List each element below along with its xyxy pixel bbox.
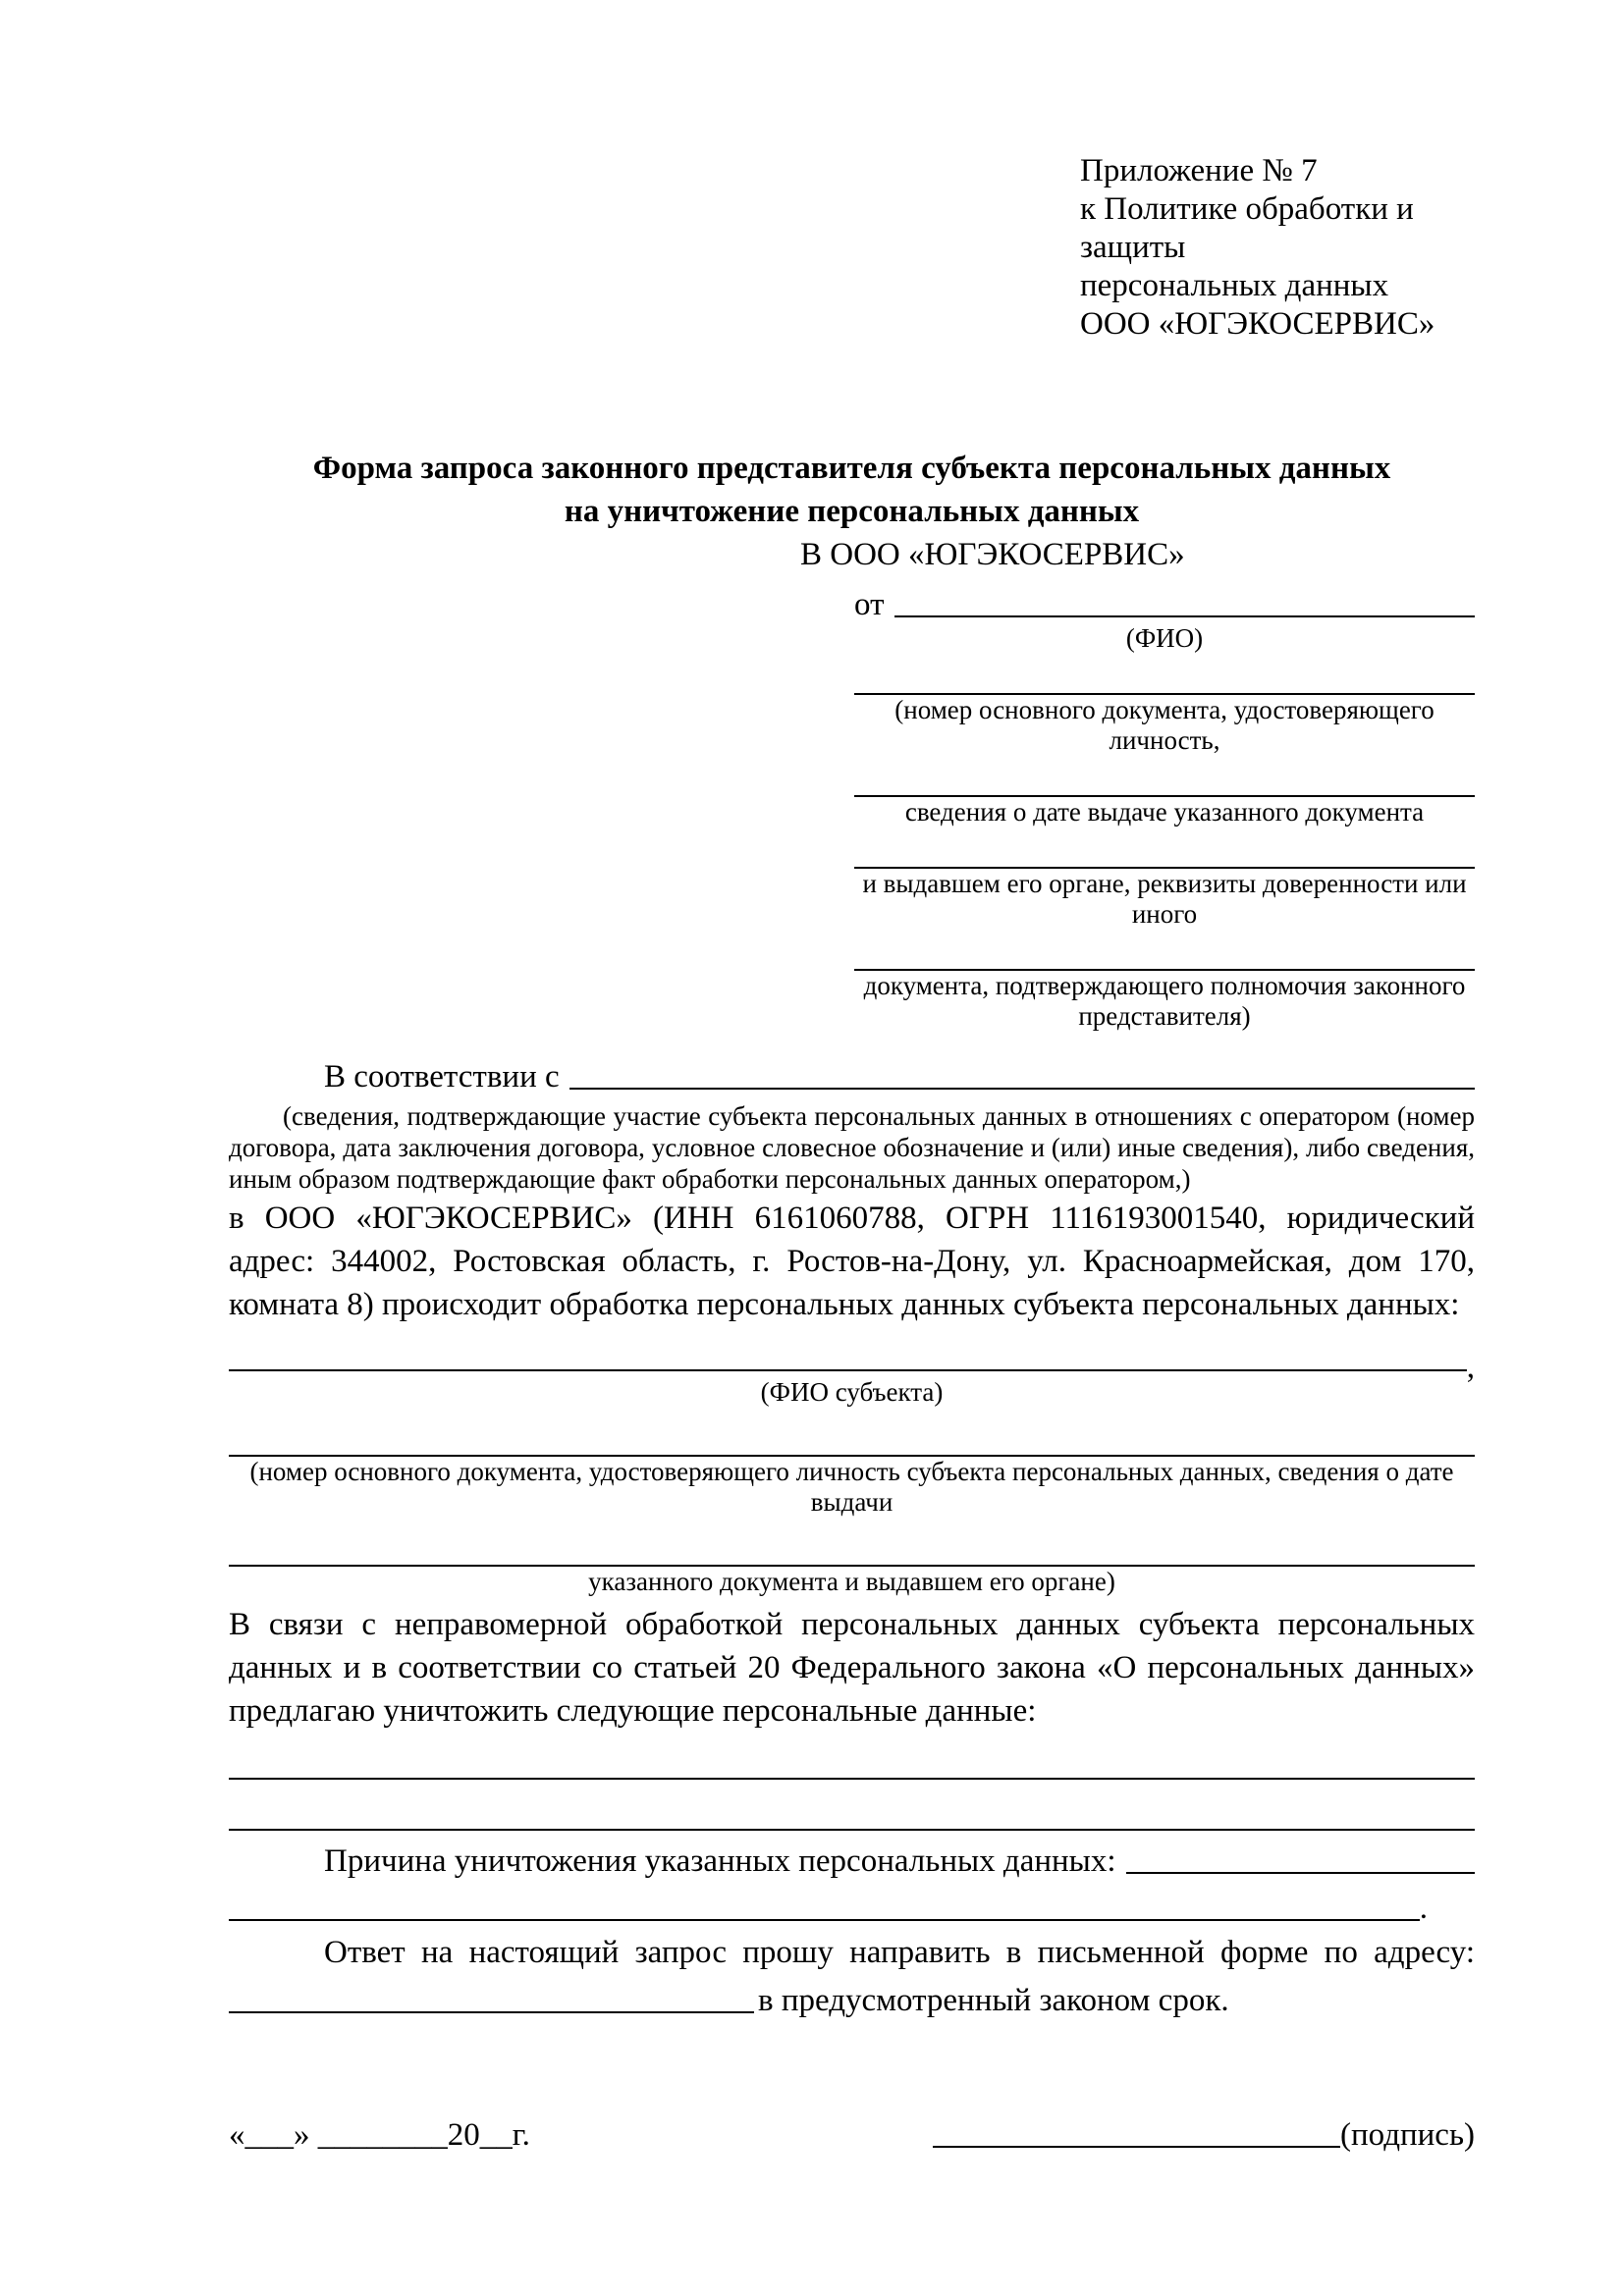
reason-label: Причина уничтожения указанных персональных данных: <box>324 1843 1116 1879</box>
subject-fio-caption: (ФИО субъекта) <box>760 1377 944 1407</box>
signature-caption: (подпись) <box>1340 2117 1475 2153</box>
reason-fill-line <box>1126 1872 1475 1874</box>
reason-row <box>229 1831 1475 1880</box>
appendix-header-line: Приложение № 7 <box>1080 153 1318 188</box>
document-title <box>229 447 1475 533</box>
signature-line <box>933 2146 1340 2148</box>
appendix-header-line: персональных данных <box>1080 268 1389 303</box>
reply-address-row <box>229 1974 1475 2019</box>
data-to-destroy-fill-line-1 <box>229 1733 1475 1780</box>
representative-doc-caption-2: сведения о дате выдаче указанного документа <box>904 797 1425 827</box>
reply-address-fill-line <box>229 2011 754 2013</box>
addressee-company: В ООО «ЮГЭКОСЕРВИС» <box>800 537 1185 572</box>
reply-tail-text: в предусмотренный законом срок. <box>758 1983 1229 2018</box>
subject-doc-caption-2: указанного документа и выдавшем его органе) <box>588 1567 1115 1596</box>
accordance-label: В соответствии с <box>324 1059 560 1095</box>
representative-doc-fill-line-3 <box>854 828 1475 869</box>
appendix-header-line: ООО «ЮГЭКОСЕРВИС» <box>1080 306 1435 342</box>
subject-doc-fill-line-2 <box>229 1518 1475 1567</box>
addressee-block <box>800 533 1475 1032</box>
appendix-header-line: к Политике обработки и защиты <box>1080 191 1414 265</box>
subject-fio-fill-line <box>229 1330 1467 1371</box>
reply-paragraph: Ответ на настоящий запрос прошу направить в письменной форме по адресу: <box>324 1935 1475 1970</box>
accordance-note: (сведения, подтверждающие участие субъекта персональных данных в отношениях с оператором (номер договора, дата заключения договора, условное словесное обозначение и (или) иные сведения), либо сведения, иным образом подтверждающие факт обработки персональных данных оператором,) <box>229 1101 1475 1194</box>
title-line-1: Форма запроса законного представителя субъекта персональных данных <box>312 451 1391 486</box>
representative-doc-caption-3: и выдавшем его органе, реквизиты доверенности или иного <box>862 869 1467 929</box>
accordance-fill-line <box>569 1088 1475 1090</box>
reason-continuation-row <box>229 1880 1428 1927</box>
from-row <box>854 578 1475 623</box>
appendix-header <box>1080 152 1475 344</box>
title-line-2: на уничтожение персональных данных <box>564 494 1140 529</box>
representative-doc-fill-line-4 <box>854 930 1475 971</box>
from-label: от <box>854 587 885 622</box>
subject-doc-caption-1: (номер основного документа, удостоверяющего личность субъекта персональных данных, сведения о дате выдачи <box>249 1457 1454 1517</box>
accordance-row <box>229 1051 1475 1095</box>
representative-doc-caption-4: документа, подтверждающего полномочия законного представителя) <box>863 971 1466 1031</box>
reason-fill-line-2 <box>229 1919 1420 1921</box>
subject-doc-fill-line-1 <box>229 1408 1475 1457</box>
subject-fio-comma: , <box>1466 1350 1475 1385</box>
representative-doc-fill-line-1 <box>854 654 1475 695</box>
operator-paragraph: в ООО «ЮГЭКОСЕРВИС» (ИНН 6161060788, ОГРН 1116193001540, юридический адрес: 344002, Ростовская область, г. Ростов-на-Дону, ул. Красноармейская, дом 170, комната 8) происходит обработка персональных данных субъекта персональных данных: <box>229 1201 1475 1322</box>
footer-row <box>229 2117 1475 2154</box>
signature-block <box>933 2117 1475 2154</box>
date-field: «___» ________20__г. <box>229 2117 530 2153</box>
representative-doc-fill-line-2 <box>854 756 1475 797</box>
data-to-destroy-fill-line-2 <box>229 1780 1475 1831</box>
fio-caption: (ФИО) <box>1125 623 1204 653</box>
subject-fio-row <box>229 1330 1475 1385</box>
demand-paragraph: В связи с неправомерной обработкой персональных данных субъекта персональных данных и в соответствии со статьей 20 Федерального закона «О персональных данных» предлагаю уничтожить следующие персональные данные: <box>229 1607 1475 1729</box>
representative-fio-fill-line <box>894 615 1476 617</box>
sentence-period: . <box>1419 1891 1428 1926</box>
representative-doc-caption-1: (номер основного документа, удостоверяющего личность, <box>894 695 1435 755</box>
